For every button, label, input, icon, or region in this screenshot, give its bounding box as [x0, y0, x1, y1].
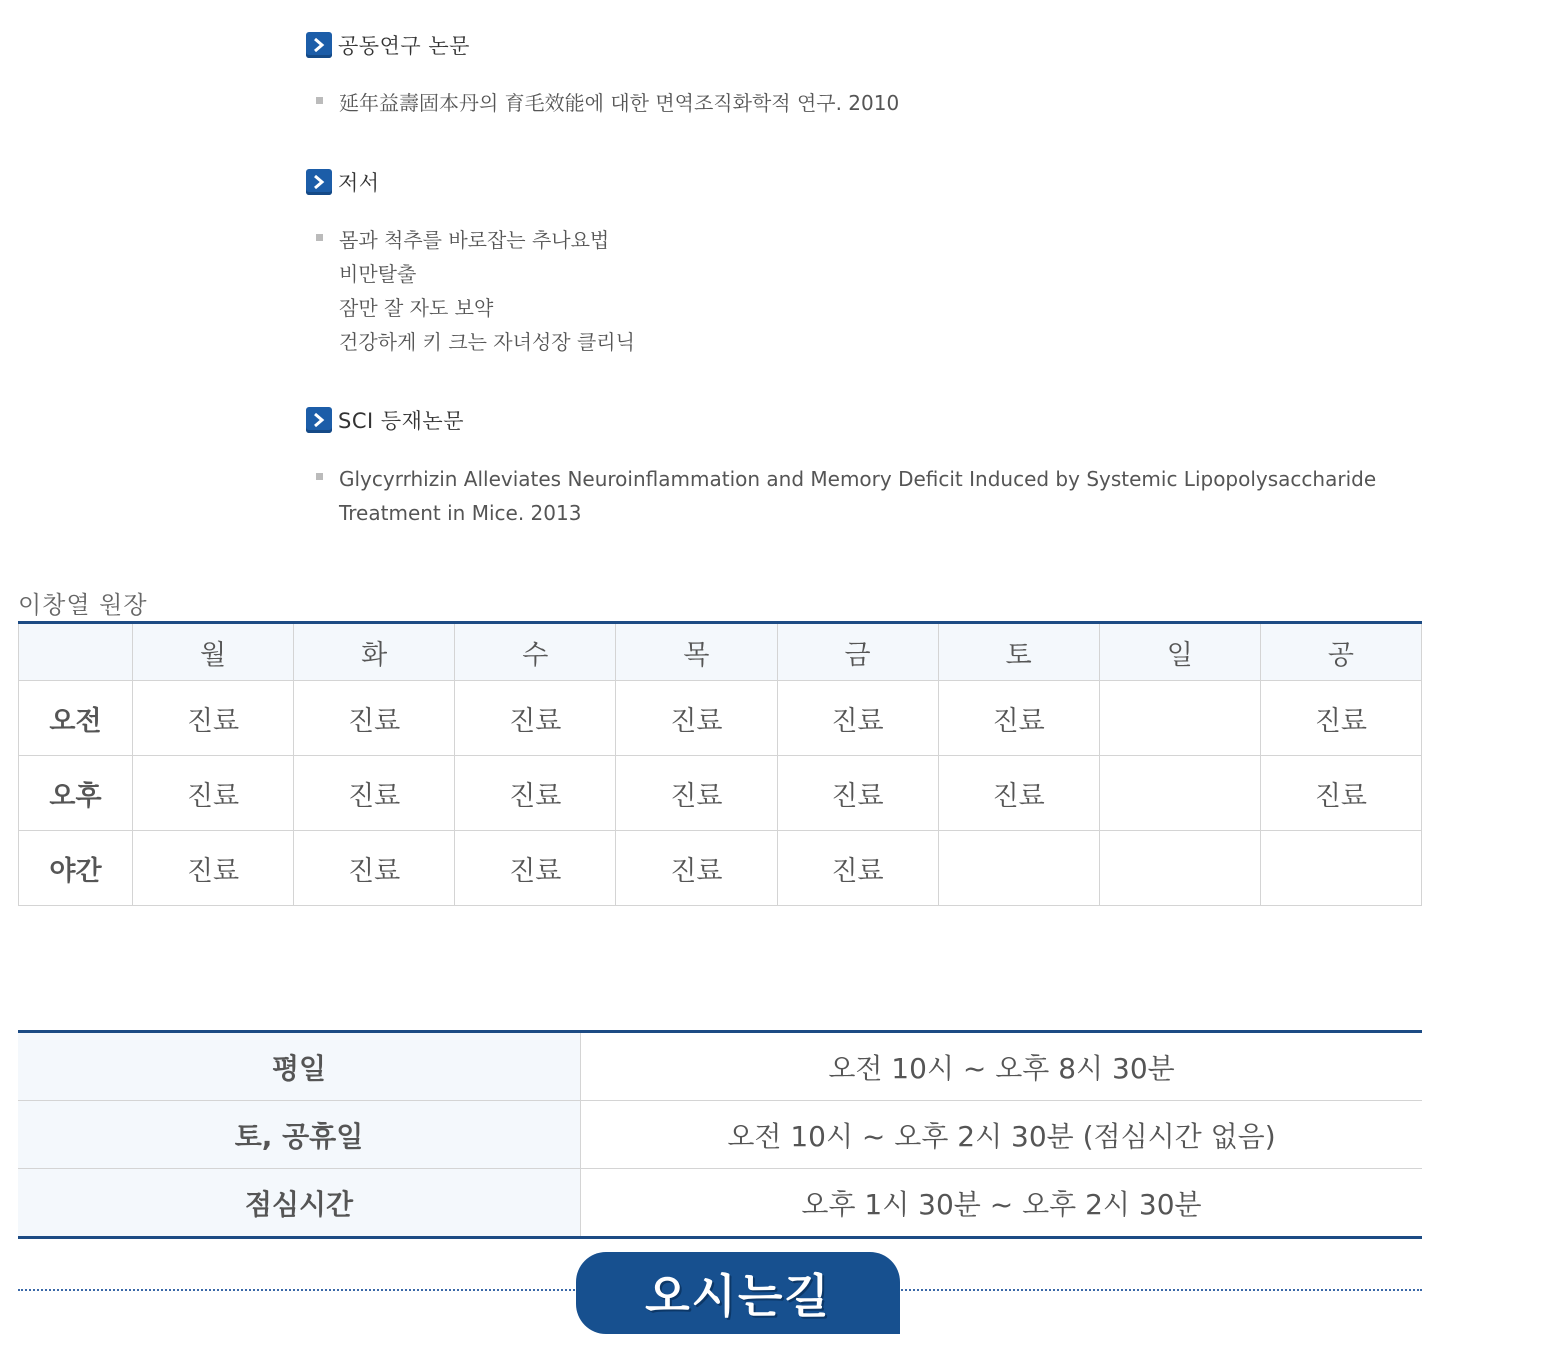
schedule-cell — [1099, 681, 1260, 756]
square-bullet-icon — [316, 97, 323, 104]
schedule-cell: 진료 — [294, 831, 455, 906]
hours-value: 오후 1시 30분 ~ 오후 2시 30분 — [801, 1187, 1202, 1221]
square-bullet-icon — [316, 234, 323, 241]
schedule-cell: 진료 — [777, 831, 938, 906]
section-sci — [306, 406, 1406, 530]
schedule-cell: 진료 — [133, 681, 294, 756]
schedule-day: 금 — [777, 623, 938, 681]
section-header — [306, 168, 1406, 196]
schedule-row-label: 오후 — [19, 756, 133, 831]
section-header — [306, 406, 1406, 434]
schedule-cell: 진료 — [455, 756, 616, 831]
section-title: 공동연구 논문 — [338, 34, 470, 58]
list-item: 잠만 잘 자도 보약 — [339, 296, 494, 320]
chevron-right-icon — [306, 407, 332, 433]
doctor-name: 이창열 원장 — [18, 591, 148, 619]
schedule-cell: 진료 — [777, 681, 938, 756]
table-row — [19, 756, 1422, 831]
table-row — [18, 1101, 1422, 1169]
section-title: SCI 등재논문 — [338, 409, 465, 433]
chevron-right-icon — [306, 169, 332, 195]
hours-label: 토, 공휴일 — [18, 1101, 581, 1169]
schedule-cell: 진료 — [777, 756, 938, 831]
schedule-cell: 진료 — [616, 681, 777, 756]
section-list — [306, 223, 1406, 359]
section-books — [306, 168, 1406, 359]
section-list — [306, 86, 1406, 120]
list-item: 건강하게 키 크는 자녀성장 클리닉 — [339, 330, 635, 354]
list-item: 延年益壽固本丹의 育毛效能에 대한 면역조직화학적 연구. 2010 — [339, 91, 900, 115]
table-row — [19, 681, 1422, 756]
schedule-cell: 진료 — [938, 756, 1099, 831]
schedule-table — [18, 621, 1422, 906]
schedule-header-row — [19, 623, 1422, 681]
hours-label: 평일 — [18, 1032, 581, 1101]
schedule-cell: 진료 — [616, 831, 777, 906]
list-item: Glycyrrhizin Alleviates Neuroinflammation and Memory Deficit Induced by Systemic Lipopolysaccharide Treatment in Mice. 2013 — [339, 467, 1377, 525]
schedule-cell: 진료 — [938, 681, 1099, 756]
schedule-cell: 진료 — [455, 681, 616, 756]
schedule-cell: 진료 — [294, 756, 455, 831]
schedule-row-label: 오전 — [19, 681, 133, 756]
list-item: 몸과 척추를 바로잡는 추나요법 — [339, 228, 610, 252]
schedule-cell: 진료 — [1260, 756, 1421, 831]
schedule-day: 일 — [1099, 623, 1260, 681]
schedule-corner — [19, 623, 133, 681]
schedule-row-label: 야간 — [19, 831, 133, 906]
schedule-day: 화 — [294, 623, 455, 681]
section-list — [306, 462, 1406, 530]
schedule-cell — [1099, 831, 1260, 906]
schedule-cell: 진료 — [294, 681, 455, 756]
schedule-cell: 진료 — [1260, 681, 1421, 756]
directions-button[interactable]: 오시는길 — [576, 1252, 900, 1334]
schedule-cell: 진료 — [133, 831, 294, 906]
chevron-right-icon — [306, 32, 332, 58]
schedule-day: 공 — [1260, 623, 1421, 681]
schedule-day: 월 — [133, 623, 294, 681]
section-title: 저서 — [338, 171, 380, 195]
hours-table — [18, 1030, 1422, 1239]
schedule-cell — [1099, 756, 1260, 831]
hours-value: 오전 10시 ~ 오후 2시 30분 (점심시간 없음) — [581, 1101, 1423, 1169]
schedule-cell — [938, 831, 1099, 906]
schedule-cell — [1260, 831, 1421, 906]
schedule-cell: 진료 — [455, 831, 616, 906]
schedule-day: 토 — [938, 623, 1099, 681]
list-item: 비만탈출 — [339, 262, 417, 286]
section-header — [306, 31, 1406, 59]
schedule-cell: 진료 — [616, 756, 777, 831]
hours-value: 오전 10시 ~ 오후 8시 30분 — [581, 1032, 1423, 1101]
schedule-cell: 진료 — [133, 756, 294, 831]
table-row — [18, 1169, 1422, 1238]
schedule-day: 수 — [455, 623, 616, 681]
table-row — [18, 1032, 1422, 1101]
square-bullet-icon — [316, 473, 323, 480]
section-joint-research — [306, 31, 1406, 120]
table-row — [19, 831, 1422, 906]
schedule-day: 목 — [616, 623, 777, 681]
hours-label: 점심시간 — [18, 1169, 581, 1238]
